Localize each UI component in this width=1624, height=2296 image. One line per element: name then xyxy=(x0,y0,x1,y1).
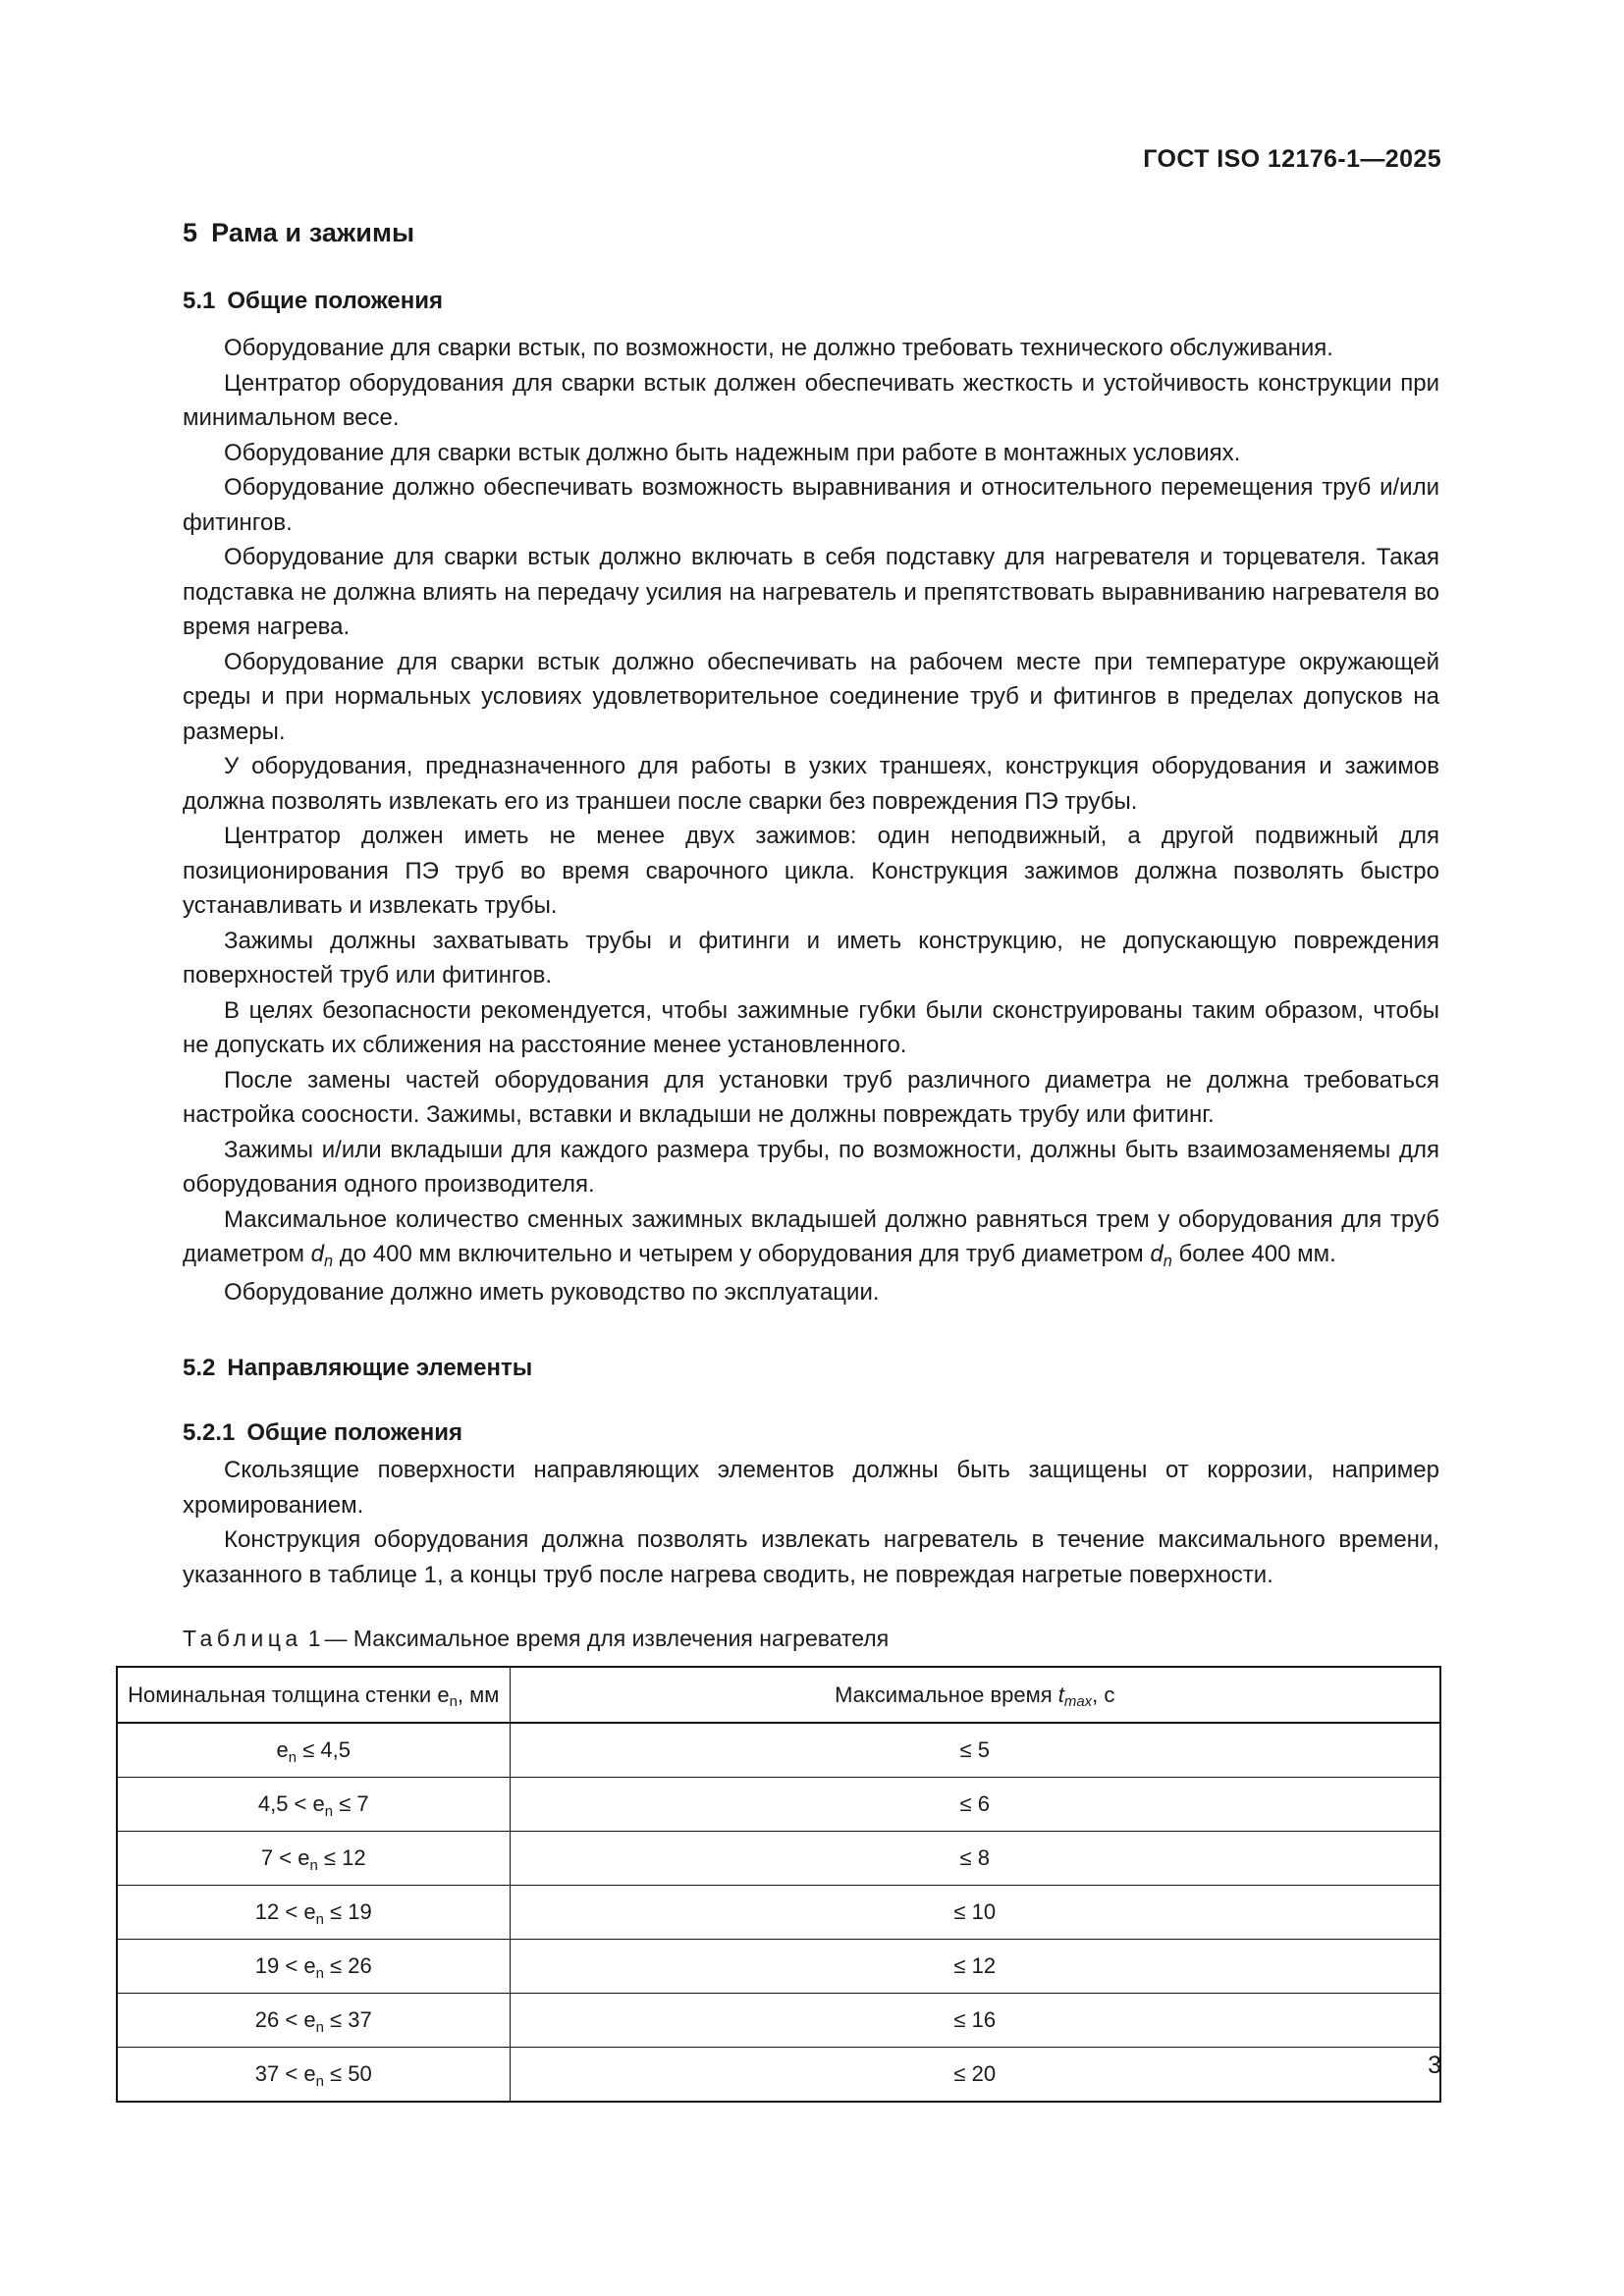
paragraph: У оборудования, предназначенного для работы в узких траншеях, конструкция оборудования и зажимов должна позволять извлекать его из траншеи после сварки без повреждения ПЭ трубы. xyxy=(183,753,1439,815)
table-row xyxy=(117,1832,1440,1886)
cell-thickness-range xyxy=(117,1832,510,1886)
paragraph: Центратор должен иметь не менее двух зажимов: один неподвижный, а другой подвижный для позиционирования ПЭ труб во время сварочного цикла. Конструкция зажимов должна позволять быстро устанавливать и извлекать трубы. xyxy=(183,823,1439,919)
vertical-spacer xyxy=(183,1309,1439,1355)
text-fragment: ≤ 26 xyxy=(323,1953,372,1978)
text-fragment: более 400 мм. xyxy=(1171,1241,1336,1267)
table-row xyxy=(117,1778,1440,1832)
symbol-en xyxy=(312,1791,334,1820)
text-fragment: 26 < xyxy=(254,2007,304,2032)
text-fragment: 7 < xyxy=(260,1845,298,1870)
paragraph: Оборудование для сварки встык должно обеспечивать на рабочем месте при температуре окружающей среды и при нормальных условиях удовлетворительное соединение труб и фитингов в пределах допусков на размеры. xyxy=(183,648,1439,745)
symbol-subscript: n xyxy=(315,1964,324,1982)
symbol-base: t xyxy=(1057,1682,1064,1707)
symbol-tmax xyxy=(1057,1682,1093,1711)
symbol-en xyxy=(303,2007,324,2036)
symbol-subscript: n xyxy=(315,1910,324,1928)
section-5-1-title: Общие положения xyxy=(227,288,444,314)
text-fragment: 37 < xyxy=(254,2061,304,2086)
symbol-subscript: n xyxy=(449,1693,458,1711)
text-fragment: ≤ 50 xyxy=(323,2061,372,2086)
table-caption-number: 1 xyxy=(307,1626,321,1651)
running-header-standard-id: ГОСТ ISO 12176-1—2025 xyxy=(1143,145,1441,173)
clause-5-heading xyxy=(183,218,1439,248)
section-5-2-heading xyxy=(183,1355,1439,1382)
table-header-row xyxy=(117,1667,1440,1723)
section-5-2-number: 5.2 xyxy=(183,1355,216,1381)
text-fragment: Номинальная толщина стенки xyxy=(128,1682,438,1707)
symbol-base: e xyxy=(303,2061,316,2086)
symbol-en xyxy=(298,1845,318,1874)
page-number: 3 xyxy=(1428,2052,1441,2079)
text-fragment: ≤ 12 xyxy=(317,1845,366,1870)
text-fragment: ≤ 37 xyxy=(323,2007,372,2032)
text-fragment: ≤ 7 xyxy=(333,1791,369,1816)
cell-max-time: ≤ 16 xyxy=(510,1994,1440,2048)
symbol-en xyxy=(303,2061,324,2090)
text-fragment: ≤ 4,5 xyxy=(297,1737,351,1762)
symbol-base: e xyxy=(312,1791,325,1816)
symbol-base: e xyxy=(303,1899,316,1924)
cell-thickness-range xyxy=(117,1723,510,1778)
table-caption-word: Таблица xyxy=(183,1626,302,1651)
table-row xyxy=(117,1886,1440,1940)
clause-5-number: 5 xyxy=(183,218,198,247)
section-5-2-1-number: 5.2.1 xyxy=(183,1419,236,1446)
symbol-base: e xyxy=(276,1737,289,1762)
paragraph: Оборудование должно иметь руководство по эксплуатации. xyxy=(224,1278,880,1306)
text-fragment: 19 < xyxy=(254,1953,304,1978)
symbol-subscript: n xyxy=(1163,1253,1172,1271)
text-fragment: 4,5 < xyxy=(257,1791,313,1816)
paragraph: Оборудование должно обеспечивать возможность выравнивания и относительного перемещения труб и/или фитингов. xyxy=(183,474,1439,536)
paragraph: Конструкция оборудования должна позволять извлекать нагреватель в течение максимального времени, указанного в таблице 1, а концы труб после нагрева сводить, не повреждая нагретые поверхности. xyxy=(183,1526,1439,1588)
cell-thickness-range xyxy=(117,1994,510,2048)
text-fragment: , мм xyxy=(457,1682,500,1707)
paragraph: После замены частей оборудования для установки труб различного диаметра не должна требоваться настройка соосности. Зажимы, вставки и вкладыши не должны повреждать трубу или фитинг. xyxy=(183,1066,1439,1128)
cell-thickness-range xyxy=(117,1940,510,1994)
symbol-subscript: max xyxy=(1063,1693,1093,1711)
table-row xyxy=(117,1940,1440,1994)
text-fragment: ≤ 19 xyxy=(323,1899,372,1924)
paragraph: Зажимы и/или вкладыши для каждого размера трубы, по возможности, должны быть взаимозаменяемы для оборудования одного производителя. xyxy=(183,1136,1439,1198)
symbol-base: e xyxy=(303,1953,316,1978)
paragraph: Центратор оборудования для сварки встык должен обеспечивать жесткость и устойчивость конструкции при минимальном весе. xyxy=(183,369,1439,431)
section-5-2-title: Направляющие элементы xyxy=(227,1355,533,1381)
symbol-en xyxy=(437,1682,458,1711)
symbol-base: d xyxy=(310,1241,325,1267)
symbol-subscript: n xyxy=(288,1748,298,1766)
vertical-spacer xyxy=(183,1398,1439,1419)
table-row xyxy=(117,1994,1440,2048)
cell-max-time: ≤ 6 xyxy=(510,1778,1440,1832)
symbol-en xyxy=(303,1899,324,1928)
paragraph: Зажимы должны захватывать трубы и фитинги и иметь конструкцию, не допускающую повреждения поверхностей труб или фитингов. xyxy=(183,927,1439,988)
symbol-subscript: n xyxy=(309,1856,318,1874)
symbol-base: e xyxy=(303,2007,316,2032)
paragraph: Оборудование для сварки встык должно включать в себя подставку для нагревателя и торцевателя. Такая подставка не должна влиять на передачу усилия на нагреватель и препятствовать выравниванию нагревателя во время нагрева. xyxy=(183,544,1439,640)
paragraph-nominal-diameter xyxy=(183,1202,1439,1275)
paragraph: Оборудование для сварки встык должно быть надежным при работе в монтажных условиях. xyxy=(224,439,1241,466)
cell-thickness-range xyxy=(117,2048,510,2103)
table-caption-text: Максимальное время для извлечения нагревателя xyxy=(352,1626,890,1651)
paragraph: В целях безопасности рекомендуется, чтобы зажимные губки были сконструированы таким образом, чтобы не допускать их сближения на расстояние менее установленного. xyxy=(183,996,1439,1058)
cell-max-time: ≤ 12 xyxy=(510,1940,1440,1994)
symbol-subscript: n xyxy=(324,1253,334,1271)
cell-max-time: ≤ 8 xyxy=(510,1832,1440,1886)
symbol-base: e xyxy=(437,1682,450,1707)
table-row xyxy=(117,2048,1440,2103)
symbol-subscript: n xyxy=(324,1802,334,1820)
paragraph: Оборудование для сварки встык, по возможности, не должно требовать технического обслуживания. xyxy=(224,335,1333,361)
table-1-max-heater-removal-time xyxy=(116,1666,1441,2103)
table-caption-dash: — xyxy=(324,1626,348,1651)
clause-5-title: Рама и зажимы xyxy=(211,218,415,247)
symbol-en xyxy=(303,1953,324,1982)
section-5-2-1-heading xyxy=(183,1419,1439,1447)
text-fragment: , с xyxy=(1092,1682,1115,1707)
table-row xyxy=(117,1723,1440,1778)
section-5-1-number: 5.1 xyxy=(183,288,216,314)
cell-max-time: ≤ 5 xyxy=(510,1723,1440,1778)
vertical-spacer xyxy=(183,1592,1439,1626)
symbol-base: e xyxy=(298,1845,310,1870)
symbol-en xyxy=(276,1737,298,1766)
paragraph: Скользящие поверхности направляющих элементов должны быть защищены от коррозии, например хромированием. xyxy=(183,1457,1439,1519)
column-header-max-time xyxy=(510,1667,1440,1723)
symbol-dn-2 xyxy=(1150,1241,1172,1271)
column-header-nominal-wall-thickness xyxy=(117,1667,510,1723)
text-fragment: Максимальное количество сменных зажимных вкладышей должно равняться трем у оборудования для труб диаметром xyxy=(183,1205,1439,1267)
cell-thickness-range xyxy=(117,1778,510,1832)
symbol-subscript: n xyxy=(315,2072,324,2090)
section-5-2-1-title: Общие положения xyxy=(246,1419,463,1446)
symbol-subscript: n xyxy=(315,2018,324,2036)
table-1-caption xyxy=(183,1626,1439,1652)
text-fragment: 12 < xyxy=(254,1899,304,1924)
text-fragment: Максимальное время xyxy=(835,1682,1058,1707)
page-content xyxy=(128,218,1439,2103)
section-5-1-heading xyxy=(183,288,1439,315)
cell-max-time: ≤ 10 xyxy=(510,1886,1440,1940)
cell-thickness-range xyxy=(117,1886,510,1940)
symbol-dn-1 xyxy=(310,1241,334,1271)
text-fragment: до 400 мм включительно и четырем у оборудования для труб диаметром xyxy=(333,1241,1151,1267)
cell-max-time: ≤ 20 xyxy=(510,2048,1440,2103)
symbol-base: d xyxy=(1150,1241,1164,1267)
